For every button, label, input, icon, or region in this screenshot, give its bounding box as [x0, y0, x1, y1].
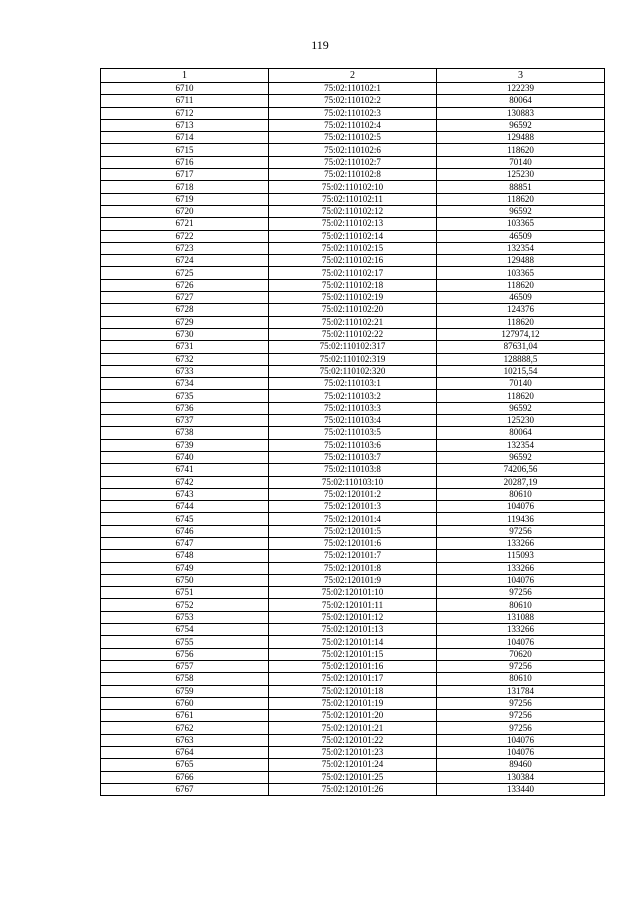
row-number-cell: 6717 — [101, 169, 269, 181]
table-row — [101, 476, 605, 488]
value-cell: 74206,56 — [437, 464, 605, 476]
cadastral-number-cell: 75:02:120101:24 — [269, 759, 437, 771]
value-cell: 97256 — [437, 660, 605, 672]
table-row — [101, 599, 605, 611]
value-cell: 96592 — [437, 205, 605, 217]
row-number-cell: 6764 — [101, 747, 269, 759]
table-row — [101, 673, 605, 685]
row-number-cell: 6742 — [101, 476, 269, 488]
table-row — [101, 550, 605, 562]
cadastral-number-cell: 75:02:110103:8 — [269, 464, 437, 476]
row-number-cell: 6757 — [101, 660, 269, 672]
value-cell: 130384 — [437, 771, 605, 783]
value-cell: 88851 — [437, 181, 605, 193]
value-cell: 118620 — [437, 144, 605, 156]
table-row — [101, 574, 605, 586]
value-cell: 80610 — [437, 673, 605, 685]
cadastral-number-cell: 75:02:110102:18 — [269, 279, 437, 291]
cadastral-number-cell: 75:02:110102:5 — [269, 132, 437, 144]
table-row — [101, 156, 605, 168]
row-number-cell: 6729 — [101, 316, 269, 328]
cadastral-number-cell: 75:02:120101:9 — [269, 574, 437, 586]
row-number-cell: 6739 — [101, 439, 269, 451]
row-number-cell: 6718 — [101, 181, 269, 193]
table-row — [101, 587, 605, 599]
cadastral-number-cell: 75:02:110102:20 — [269, 304, 437, 316]
table-row — [101, 132, 605, 144]
table-row — [101, 660, 605, 672]
cadastral-number-cell: 75:02:120101:8 — [269, 562, 437, 574]
cadastral-number-cell: 75:02:110102:21 — [269, 316, 437, 328]
cadastral-number-cell: 75:02:110102:2 — [269, 95, 437, 107]
table-row — [101, 316, 605, 328]
table-row — [101, 390, 605, 402]
value-cell: 125230 — [437, 415, 605, 427]
value-cell: 89460 — [437, 759, 605, 771]
value-cell: 97256 — [437, 587, 605, 599]
cadastral-number-cell: 75:02:110102:6 — [269, 144, 437, 156]
row-number-cell: 6763 — [101, 734, 269, 746]
row-number-cell: 6767 — [101, 783, 269, 795]
cadastral-number-cell: 75:02:110102:7 — [269, 156, 437, 168]
table-row — [101, 783, 605, 795]
row-number-cell: 6747 — [101, 537, 269, 549]
value-cell: 131088 — [437, 611, 605, 623]
value-cell: 87631,04 — [437, 341, 605, 353]
cadastral-number-cell: 75:02:120101:3 — [269, 501, 437, 513]
cadastral-number-cell: 75:02:110102:19 — [269, 292, 437, 304]
table-row — [101, 292, 605, 304]
row-number-cell: 6761 — [101, 710, 269, 722]
table-row — [101, 624, 605, 636]
table-row — [101, 722, 605, 734]
cadastral-number-cell: 75:02:110102:1 — [269, 83, 437, 95]
value-cell: 96592 — [437, 402, 605, 414]
row-number-cell: 6734 — [101, 378, 269, 390]
value-cell: 133440 — [437, 783, 605, 795]
row-number-cell: 6720 — [101, 205, 269, 217]
table-row — [101, 378, 605, 390]
column-header-2: 2 — [269, 69, 437, 83]
column-header-3: 3 — [437, 69, 605, 83]
value-cell: 130883 — [437, 107, 605, 119]
cadastral-number-cell: 75:02:110103:2 — [269, 390, 437, 402]
row-number-cell: 6727 — [101, 292, 269, 304]
value-cell: 80610 — [437, 599, 605, 611]
row-number-cell: 6745 — [101, 513, 269, 525]
cadastral-number-cell: 75:02:110102:14 — [269, 230, 437, 242]
table-row — [101, 402, 605, 414]
value-cell: 118620 — [437, 390, 605, 402]
table-row — [101, 525, 605, 537]
row-number-cell: 6749 — [101, 562, 269, 574]
row-number-cell: 6725 — [101, 267, 269, 279]
cadastral-number-cell: 75:02:120101:7 — [269, 550, 437, 562]
value-cell: 118620 — [437, 316, 605, 328]
value-cell: 20287,19 — [437, 476, 605, 488]
value-cell: 128888,5 — [437, 353, 605, 365]
value-cell: 131784 — [437, 685, 605, 697]
row-number-cell: 6762 — [101, 722, 269, 734]
cadastral-number-cell: 75:02:110103:10 — [269, 476, 437, 488]
value-cell: 118620 — [437, 193, 605, 205]
table-row — [101, 636, 605, 648]
cadastral-number-cell: 75:02:110102:8 — [269, 169, 437, 181]
registry-table — [100, 68, 605, 796]
row-number-cell: 6721 — [101, 218, 269, 230]
cadastral-number-cell: 75:02:120101:25 — [269, 771, 437, 783]
table-row — [101, 181, 605, 193]
row-number-cell: 6735 — [101, 390, 269, 402]
cadastral-number-cell: 75:02:110102:320 — [269, 365, 437, 377]
value-cell: 80610 — [437, 488, 605, 500]
value-cell: 70140 — [437, 156, 605, 168]
row-number-cell: 6714 — [101, 132, 269, 144]
cadastral-number-cell: 75:02:110103:4 — [269, 415, 437, 427]
row-number-cell: 6730 — [101, 328, 269, 340]
cadastral-number-cell: 75:02:110103:3 — [269, 402, 437, 414]
cadastral-number-cell: 75:02:110102:12 — [269, 205, 437, 217]
cadastral-number-cell: 75:02:120101:26 — [269, 783, 437, 795]
table-row — [101, 341, 605, 353]
row-number-cell: 6733 — [101, 365, 269, 377]
row-number-cell: 6723 — [101, 242, 269, 254]
row-number-cell: 6719 — [101, 193, 269, 205]
cadastral-number-cell: 75:02:120101:5 — [269, 525, 437, 537]
row-number-cell: 6748 — [101, 550, 269, 562]
table-row — [101, 304, 605, 316]
table-row — [101, 365, 605, 377]
row-number-cell: 6722 — [101, 230, 269, 242]
row-number-cell: 6724 — [101, 255, 269, 267]
cadastral-number-cell: 75:02:120101:19 — [269, 697, 437, 709]
table-row — [101, 205, 605, 217]
value-cell: 103365 — [437, 267, 605, 279]
table-row — [101, 648, 605, 660]
row-number-cell: 6746 — [101, 525, 269, 537]
cadastral-number-cell: 75:02:120101:6 — [269, 537, 437, 549]
row-number-cell: 6716 — [101, 156, 269, 168]
value-cell: 124376 — [437, 304, 605, 316]
value-cell: 118620 — [437, 279, 605, 291]
table-row — [101, 230, 605, 242]
cadastral-number-cell: 75:02:110102:319 — [269, 353, 437, 365]
table-row — [101, 427, 605, 439]
row-number-cell: 6765 — [101, 759, 269, 771]
cadastral-number-cell: 75:02:120101:21 — [269, 722, 437, 734]
table-row — [101, 218, 605, 230]
cadastral-number-cell: 75:02:110103:1 — [269, 378, 437, 390]
value-cell: 129488 — [437, 132, 605, 144]
table-row — [101, 451, 605, 463]
value-cell: 70620 — [437, 648, 605, 660]
row-number-cell: 6710 — [101, 83, 269, 95]
row-number-cell: 6731 — [101, 341, 269, 353]
cadastral-number-cell: 75:02:120101:20 — [269, 710, 437, 722]
cadastral-number-cell: 75:02:110102:16 — [269, 255, 437, 267]
cadastral-number-cell: 75:02:110102:10 — [269, 181, 437, 193]
row-number-cell: 6744 — [101, 501, 269, 513]
cadastral-number-cell: 75:02:110102:17 — [269, 267, 437, 279]
cadastral-number-cell: 75:02:110102:4 — [269, 119, 437, 131]
cadastral-number-cell: 75:02:120101:12 — [269, 611, 437, 623]
table-row — [101, 759, 605, 771]
table-row — [101, 464, 605, 476]
cadastral-number-cell: 75:02:120101:18 — [269, 685, 437, 697]
cadastral-number-cell: 75:02:110102:15 — [269, 242, 437, 254]
table-row — [101, 415, 605, 427]
table-row — [101, 710, 605, 722]
value-cell: 127974,12 — [437, 328, 605, 340]
cadastral-number-cell: 75:02:120101:13 — [269, 624, 437, 636]
value-cell: 97256 — [437, 710, 605, 722]
value-cell: 97256 — [437, 697, 605, 709]
row-number-cell: 6743 — [101, 488, 269, 500]
table-row — [101, 83, 605, 95]
value-cell: 133266 — [437, 562, 605, 574]
table-row — [101, 697, 605, 709]
table-row — [101, 353, 605, 365]
value-cell: 104076 — [437, 501, 605, 513]
page-number: 119 — [311, 38, 329, 52]
table-row — [101, 107, 605, 119]
cadastral-number-cell: 75:02:110103:7 — [269, 451, 437, 463]
value-cell: 119436 — [437, 513, 605, 525]
value-cell: 132354 — [437, 242, 605, 254]
table-row — [101, 685, 605, 697]
column-header-1: 1 — [101, 69, 269, 83]
value-cell: 133266 — [437, 537, 605, 549]
value-cell: 133266 — [437, 624, 605, 636]
row-number-cell: 6754 — [101, 624, 269, 636]
value-cell: 132354 — [437, 439, 605, 451]
table-row — [101, 144, 605, 156]
row-number-cell: 6752 — [101, 599, 269, 611]
cadastral-number-cell: 75:02:120101:11 — [269, 599, 437, 611]
row-number-cell: 6741 — [101, 464, 269, 476]
row-number-cell: 6736 — [101, 402, 269, 414]
value-cell: 125230 — [437, 169, 605, 181]
row-number-cell: 6766 — [101, 771, 269, 783]
table-row — [101, 488, 605, 500]
value-cell: 46509 — [437, 292, 605, 304]
value-cell: 46509 — [437, 230, 605, 242]
table-row — [101, 771, 605, 783]
cadastral-number-cell: 75:02:110102:11 — [269, 193, 437, 205]
cadastral-number-cell: 75:02:110102:22 — [269, 328, 437, 340]
row-number-cell: 6711 — [101, 95, 269, 107]
cadastral-number-cell: 75:02:110102:3 — [269, 107, 437, 119]
value-cell: 104076 — [437, 574, 605, 586]
cadastral-number-cell: 75:02:120101:17 — [269, 673, 437, 685]
value-cell: 104076 — [437, 747, 605, 759]
cadastral-number-cell: 75:02:120101:10 — [269, 587, 437, 599]
row-number-cell: 6758 — [101, 673, 269, 685]
row-number-cell: 6712 — [101, 107, 269, 119]
row-number-cell: 6740 — [101, 451, 269, 463]
table-row — [101, 95, 605, 107]
cadastral-number-cell: 75:02:120101:16 — [269, 660, 437, 672]
table-row — [101, 562, 605, 574]
value-cell: 10215,54 — [437, 365, 605, 377]
table-row — [101, 537, 605, 549]
header-row — [101, 69, 605, 83]
cadastral-number-cell: 75:02:110102:13 — [269, 218, 437, 230]
row-number-cell: 6726 — [101, 279, 269, 291]
value-cell: 129488 — [437, 255, 605, 267]
row-number-cell: 6732 — [101, 353, 269, 365]
table-row — [101, 193, 605, 205]
row-number-cell: 6728 — [101, 304, 269, 316]
value-cell: 97256 — [437, 525, 605, 537]
table-row — [101, 501, 605, 513]
cadastral-number-cell: 75:02:120101:2 — [269, 488, 437, 500]
row-number-cell: 6753 — [101, 611, 269, 623]
table-row — [101, 747, 605, 759]
value-cell: 96592 — [437, 119, 605, 131]
table-row — [101, 255, 605, 267]
row-number-cell: 6755 — [101, 636, 269, 648]
row-number-cell: 6737 — [101, 415, 269, 427]
value-cell: 103365 — [437, 218, 605, 230]
row-number-cell: 6759 — [101, 685, 269, 697]
value-cell: 122239 — [437, 83, 605, 95]
value-cell: 70140 — [437, 378, 605, 390]
row-number-cell: 6715 — [101, 144, 269, 156]
table-row — [101, 119, 605, 131]
cadastral-number-cell: 75:02:110102:317 — [269, 341, 437, 353]
value-cell: 104076 — [437, 734, 605, 746]
value-cell: 97256 — [437, 722, 605, 734]
cadastral-number-cell: 75:02:120101:14 — [269, 636, 437, 648]
value-cell: 104076 — [437, 636, 605, 648]
cadastral-number-cell: 75:02:120101:23 — [269, 747, 437, 759]
table-row — [101, 513, 605, 525]
value-cell: 96592 — [437, 451, 605, 463]
table-body — [101, 83, 605, 796]
value-cell: 115093 — [437, 550, 605, 562]
table-header — [101, 69, 605, 83]
cadastral-number-cell: 75:02:110103:5 — [269, 427, 437, 439]
value-cell: 80064 — [437, 427, 605, 439]
table-row — [101, 734, 605, 746]
table-row — [101, 328, 605, 340]
table-row — [101, 242, 605, 254]
cadastral-number-cell: 75:02:120101:4 — [269, 513, 437, 525]
value-cell: 80064 — [437, 95, 605, 107]
cadastral-number-cell: 75:02:120101:22 — [269, 734, 437, 746]
row-number-cell: 6713 — [101, 119, 269, 131]
cadastral-number-cell: 75:02:110103:6 — [269, 439, 437, 451]
row-number-cell: 6756 — [101, 648, 269, 660]
row-number-cell: 6750 — [101, 574, 269, 586]
table-row — [101, 267, 605, 279]
row-number-cell: 6760 — [101, 697, 269, 709]
row-number-cell: 6738 — [101, 427, 269, 439]
table-row — [101, 439, 605, 451]
table-row — [101, 279, 605, 291]
cadastral-number-cell: 75:02:120101:15 — [269, 648, 437, 660]
table-row — [101, 169, 605, 181]
table-row — [101, 611, 605, 623]
row-number-cell: 6751 — [101, 587, 269, 599]
